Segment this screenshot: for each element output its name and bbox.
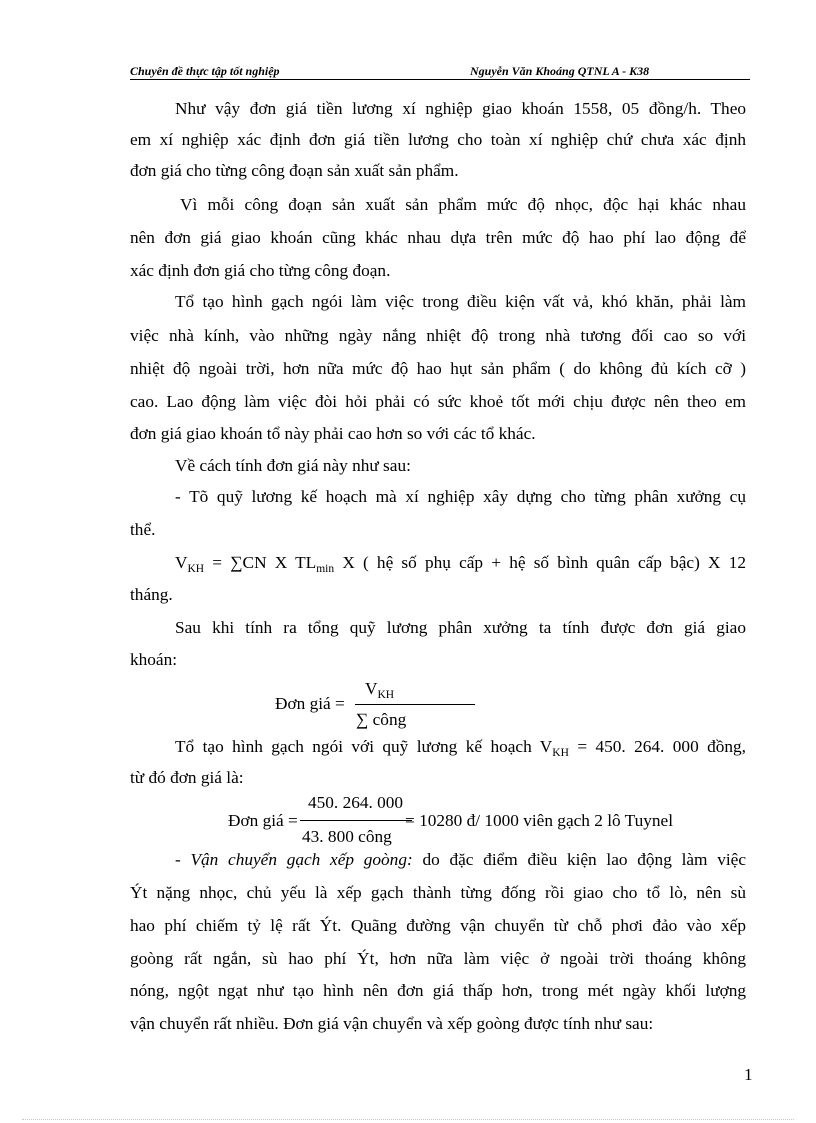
text-line: Ýt nặng nhọc, chủ yếu là xếp gạch thành từng đống rồi giao cho tổ lò, nên sù <box>130 883 746 902</box>
text-fragment: X ( hệ số phụ cấp + hệ số bình quân cấp bậc) X 12 <box>334 553 746 572</box>
text-fragment: = 450. 264. 000 đồng, <box>568 737 746 756</box>
text-fragment: V <box>175 553 188 572</box>
formula2-fraction-bar <box>300 820 412 821</box>
formula1-label: Đơn giá = <box>275 694 345 713</box>
text-line: Như vậy đơn giá tiền lương xí nghiệp giao khoán 1558, 05 đồng/h. Theo <box>175 99 746 118</box>
subscript: KH <box>552 747 569 759</box>
text-line: Vì mỗi công đoạn sản xuất sản phẩm mức độ nhọc, độc hại khác nhau <box>180 195 746 214</box>
text-line: vận chuyển rất nhiều. Đơn giá vận chuyển và xếp goòng được tính như sau: <box>130 1014 654 1033</box>
text-line: từ đó đơn giá là: <box>130 768 244 787</box>
text-line: việc nhà kính, vào những ngày nắng nhiệt độ trong nhà tương đối cao so với <box>130 326 746 345</box>
text-line <box>175 737 746 759</box>
text-fragment: V <box>365 679 378 698</box>
formula2-label: Đơn giá = <box>228 811 298 830</box>
text-line: tháng. <box>130 585 173 604</box>
subscript: KH <box>377 689 395 701</box>
subscript: min <box>316 563 335 575</box>
formula2-result: = 10280 đ/ 1000 viên gạch 2 lô Tuynel <box>405 811 674 830</box>
header-left: Chuyên đề thực tập tốt nghiệp <box>130 64 280 78</box>
formula1-fraction-bar <box>355 704 475 705</box>
text-line: hao phí chiếm tỷ lệ rất Ýt. Quãng đường vận chuyển từ chỗ phơi đảo vào xếp <box>130 916 746 935</box>
text-line: - Tõ quỹ lương kế hoạch mà xí nghiệp xây dựng cho từng phân xưởng cụ <box>175 487 746 506</box>
text-line <box>175 850 746 870</box>
header-rule <box>130 79 750 80</box>
text-line: Tổ tạo hình gạch ngói làm việc trong điều kiện vất vả, khó khăn, phải làm <box>175 292 746 311</box>
text-line: nhiệt độ ngoài trời, hơn nữa mức độ hao hụt sản phẩm ( do không đủ kích cỡ ) <box>130 359 746 378</box>
text-line: xác định đơn giá cho từng công đoạn. <box>130 261 391 280</box>
text-line: Sau khi tính ra tổng quỹ lương phân xưởng ta tính được đơn giá giao <box>175 618 746 637</box>
text-fragment: do đặc điểm điều kiện lao động làm việc <box>412 850 746 869</box>
text-line: cao. Lao động làm việc đòi hỏi phải có sức khoẻ tốt mới chịu được nên theo em <box>130 392 746 411</box>
text-line: đơn giá cho từng công đoạn sản xuất sản phẩm. <box>130 161 459 180</box>
text-line: nên đơn giá giao khoán cũng khác nhau dựa trên mức độ hao phí lao động để <box>130 228 746 247</box>
text-line: khoán: <box>130 650 178 669</box>
text-line: thể. <box>130 520 156 539</box>
vkh-formula-line <box>175 553 746 575</box>
formula2-numerator: 450. 264. 000 <box>308 793 404 812</box>
formula1-denominator: ∑ công <box>356 710 407 729</box>
page-bottom-divider <box>22 1119 794 1120</box>
text-fragment: = ∑CN X TL <box>204 553 317 572</box>
text-line: đơn giá giao khoán tổ này phải cao hơn so với các tổ khác. <box>130 424 536 443</box>
text-fragment: Tổ tạo hình gạch ngói với quỹ lương kế hoạch V <box>175 737 553 756</box>
page-number: 1 <box>744 1065 753 1084</box>
header-right: Nguyễn Văn Khoáng QTNL A - K38 <box>470 64 650 78</box>
text-line: goòng rất ngắn, sù hao phí Ýt, hơn nữa làm việc ở ngoài trời thoáng không <box>130 949 746 968</box>
subscript: KH <box>187 563 205 575</box>
text-line: nóng, ngột ngạt như tạo hình nên đơn giá thấp hơn, trong mét ngày khối lượng <box>130 981 746 1000</box>
formula1-numerator <box>365 679 394 701</box>
formula2-denominator: 43. 800 công <box>302 827 392 846</box>
italic-heading: - Vận chuyển gạch xếp goòng: <box>175 850 413 869</box>
text-line: Về cách tính đơn giá này như sau: <box>175 456 411 475</box>
text-line: em xí nghiệp xác định đơn giá tiền lương cho toàn xí nghiệp chứ chưa xác định <box>130 130 746 149</box>
